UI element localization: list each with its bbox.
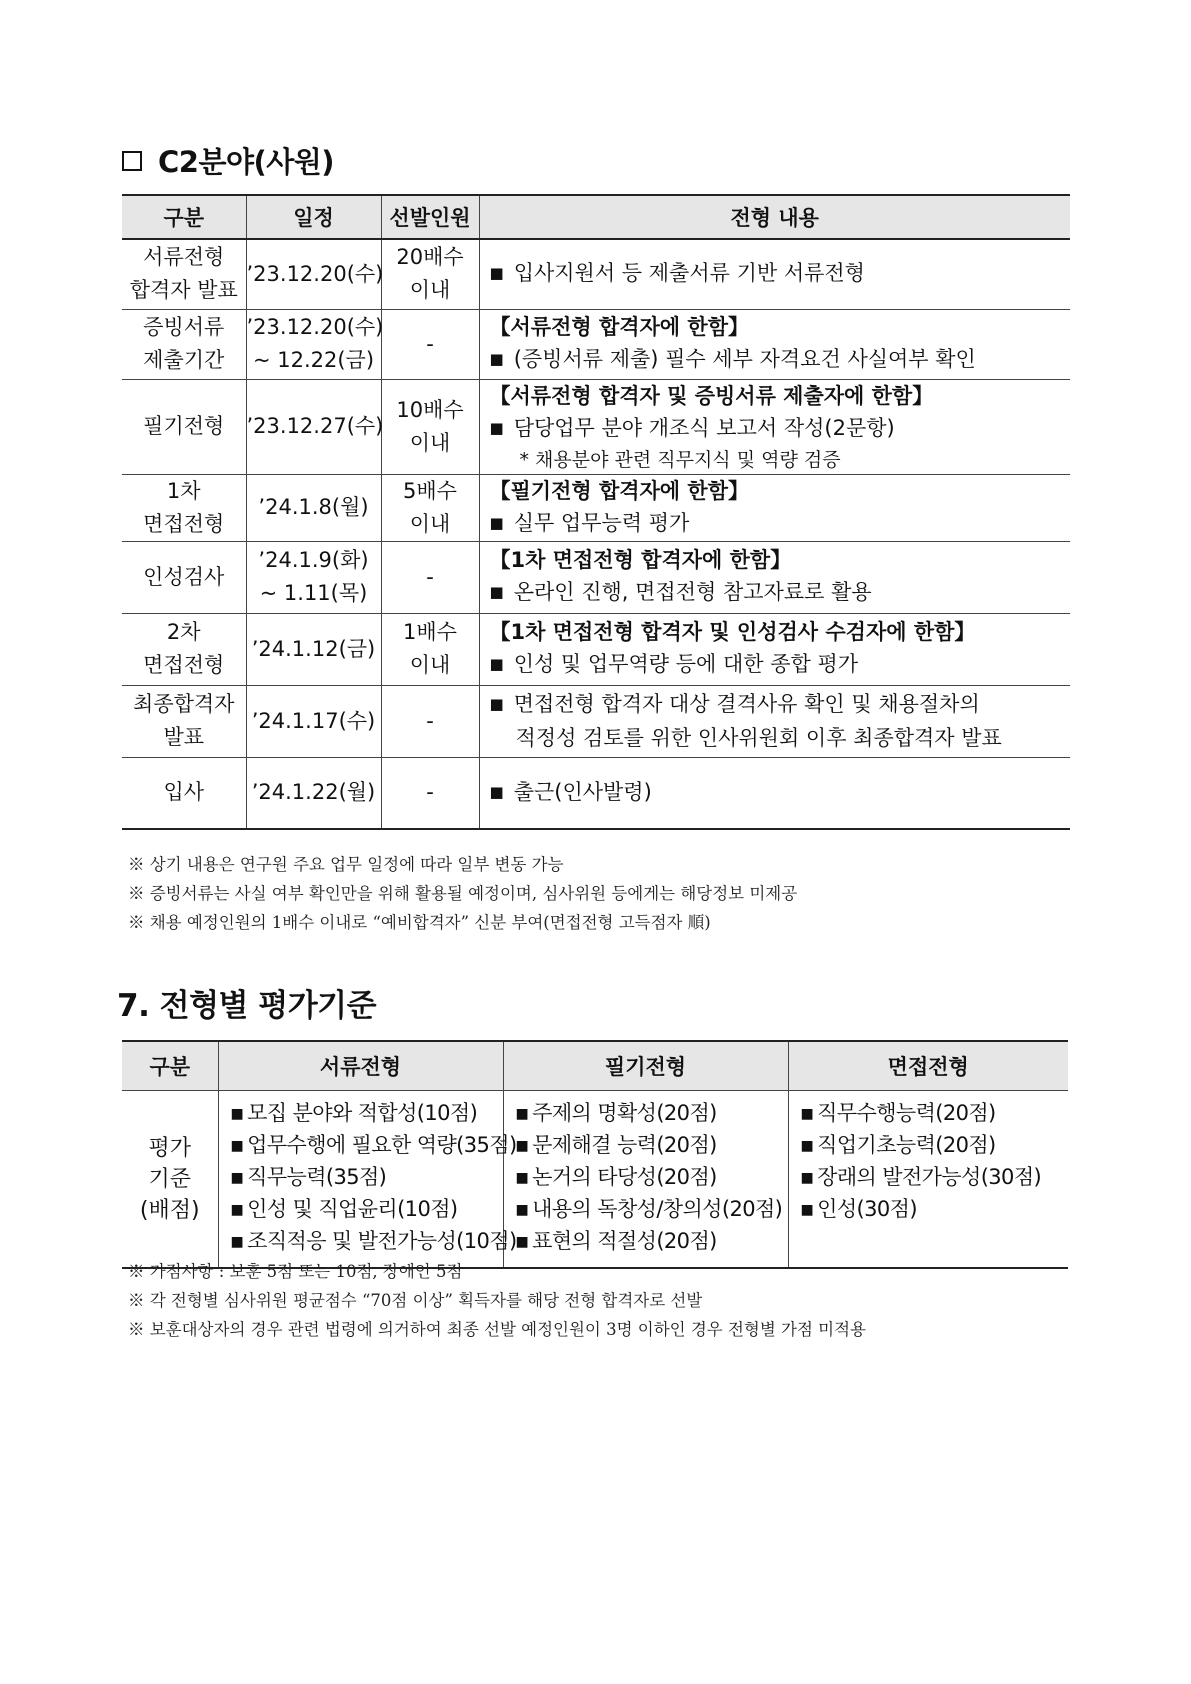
criteria-label-cell: 평가 기준 (배점) <box>122 1091 218 1269</box>
note-line: ※ 가점사항 : 보훈 5점 또는 10점, 장애인 5점 <box>128 1262 463 1281</box>
content-cell <box>479 613 1070 685</box>
condition-heading: 【서류전형 합격자에 한함】 <box>489 315 749 339</box>
table-row <box>122 541 1070 613</box>
sub-note: * 채용분야 관련 직무지식 및 역량 검증 <box>519 448 841 471</box>
table-row <box>122 613 1070 685</box>
condition-heading: 【1차 면접전형 합격자 및 인성검사 수검자에 한함】 <box>489 620 976 644</box>
list-item: ■ 모집 분야와 적합성(10점) <box>219 1099 503 1131</box>
table-row <box>122 474 1070 541</box>
evaluation-table <box>122 1040 1068 1269</box>
note-line: ※ 각 전형별 심사위원 평균점수 “70점 이상” 획득자를 해당 전형 합격자로 선발 <box>128 1291 703 1310</box>
bullet-item: ■ (증빙서류 제출) 필수 세부 자격요건 사실여부 확인 <box>490 343 1071 377</box>
bullet-item: ■ 실무 업무능력 평가 <box>490 507 1071 541</box>
stage-cell: 입사 <box>122 757 246 829</box>
bullet-item: ■ 인성 및 업무역량 등에 대한 종합 평가 <box>490 648 1071 682</box>
table-row <box>122 239 1070 309</box>
schedule-table <box>122 194 1070 830</box>
condition-heading: 【서류전형 합격자 및 증빙서류 제출자에 한함】 <box>489 383 934 408</box>
date-cell: ’24.1.12(금) <box>246 613 381 685</box>
header-interview: 면접전형 <box>788 1041 1068 1091</box>
table-row <box>122 757 1070 829</box>
list-item: ■ 조직적응 및 발전가능성(10점) <box>219 1227 503 1259</box>
bullet-item: ■ 담당업무 분야 개조식 보고서 작성(2문항) <box>490 412 1071 446</box>
stage-cell: 2차 면접전형 <box>122 613 246 685</box>
condition-heading: 【1차 면접전형 합격자에 한함】 <box>489 548 792 572</box>
count-cell: - <box>381 309 479 379</box>
content-cell <box>479 685 1070 757</box>
date-cell: ’24.1.8(월) <box>246 474 381 541</box>
written-criteria-cell <box>503 1091 788 1269</box>
content-cell <box>479 309 1070 379</box>
list-item: ■ 직무수행능력(20점) <box>789 1099 1069 1131</box>
note-line: ※ 채용 예정인원의 1배수 이내로 “예비합격자” 신분 부여(면접전형 고득점자 順) <box>128 913 711 932</box>
content-cell <box>479 239 1070 309</box>
bullet-item: ■ 출근(인사발령) <box>490 776 1071 810</box>
header-category: 구분 <box>122 195 246 239</box>
count-cell: 1배수 이내 <box>381 613 479 685</box>
section7-title: 7. 전형별 평가기준 <box>117 988 377 1024</box>
stage-cell: 최종합격자 발표 <box>122 685 246 757</box>
list-item: ■ 내용의 독창성/창의성(20점) <box>504 1195 788 1227</box>
date-cell: ’24.1.17(수) <box>246 685 381 757</box>
table-row <box>122 685 1070 757</box>
list-item: ■ 직무능력(35점) <box>219 1163 503 1195</box>
count-cell: - <box>381 541 479 613</box>
note-line: ※ 보훈대상자의 경우 관련 법령에 의거하여 최종 선발 예정인원이 3명 이하인 경우 전형별 가점 미적용 <box>128 1320 866 1339</box>
bullet-item: ■ 면접전형 합격자 대상 결격사유 확인 및 채용절차의 <box>490 688 1071 722</box>
table-row <box>122 309 1070 379</box>
list-item: ■ 표현의 적절성(20점) <box>504 1227 788 1259</box>
bullet-item: ■ 입사지원서 등 제출서류 기반 서류전형 <box>490 257 1071 291</box>
count-cell: 10배수 이내 <box>381 379 479 474</box>
date-cell: ’23.12.20(수) <box>246 239 381 309</box>
header-content: 전형 내용 <box>479 195 1070 239</box>
list-item: ■ 인성 및 직업윤리(10점) <box>219 1195 503 1227</box>
content-cell <box>479 379 1070 474</box>
bullet-continuation: 적정성 검토를 위한 인사위원회 이후 최종합격자 발표 <box>515 726 1002 750</box>
count-cell: 5배수 이내 <box>381 474 479 541</box>
content-cell <box>479 541 1070 613</box>
stage-cell: 필기전형 <box>122 379 246 474</box>
table-row <box>122 1091 1068 1269</box>
list-item: ■ 인성(30점) <box>789 1195 1069 1227</box>
list-item: ■ 논거의 타당성(20점) <box>504 1163 788 1195</box>
header-count: 선발인원 <box>381 195 479 239</box>
count-cell: - <box>381 757 479 829</box>
date-cell: ’24.1.22(월) <box>246 757 381 829</box>
list-item: ■ 문제해결 능력(20점) <box>504 1131 788 1163</box>
date-cell: ’24.1.9(화) ~ 1.11(목) <box>246 541 381 613</box>
list-item: ■ 장래의 발전가능성(30점) <box>789 1163 1069 1195</box>
bullet-item: ■ 온라인 진행, 면접전형 참고자료로 활용 <box>490 576 1071 610</box>
checkbox-icon <box>122 151 142 171</box>
content-cell <box>479 474 1070 541</box>
header-written: 필기전형 <box>503 1041 788 1091</box>
section-title <box>122 140 334 181</box>
list-item: ■ 직업기초능력(20점) <box>789 1131 1069 1163</box>
stage-cell: 증빙서류 제출기간 <box>122 309 246 379</box>
documents-criteria-cell <box>218 1091 517 1269</box>
header-documents: 서류전형 <box>218 1041 503 1091</box>
header-category: 구분 <box>122 1041 218 1091</box>
note-line: ※ 증빙서류는 사실 여부 확인만을 위해 활용될 예정이며, 심사위원 등에게는 해당정보 미제공 <box>128 884 798 903</box>
schedule-header-row <box>122 195 1070 239</box>
date-cell: ’23.12.27(수) <box>246 379 381 474</box>
list-item: ■ 업무수행에 필요한 역량(35점) <box>219 1131 503 1163</box>
count-cell: - <box>381 685 479 757</box>
schedule-notes <box>128 850 797 937</box>
section-title-text: C2분야(사원) <box>158 145 335 179</box>
list-item: ■ 주제의 명확성(20점) <box>504 1099 788 1131</box>
content-cell <box>479 757 1070 829</box>
stage-cell: 서류전형 합격자 발표 <box>122 239 246 309</box>
condition-heading: 【필기전형 합격자에 한함】 <box>489 478 749 503</box>
header-date: 일정 <box>246 195 381 239</box>
date-cell: ’23.12.20(수) ~ 12.22(금) <box>246 309 381 379</box>
evaluation-notes <box>128 1257 866 1344</box>
table-row <box>122 379 1070 474</box>
interview-criteria-cell <box>788 1091 1068 1269</box>
evaluation-header-row <box>122 1041 1068 1091</box>
count-cell: 20배수 이내 <box>381 239 479 309</box>
note-line: ※ 상기 내용은 연구원 주요 업무 일정에 따라 일부 변동 가능 <box>128 855 564 874</box>
stage-cell: 인성검사 <box>122 541 246 613</box>
stage-cell: 1차 면접전형 <box>122 474 246 541</box>
